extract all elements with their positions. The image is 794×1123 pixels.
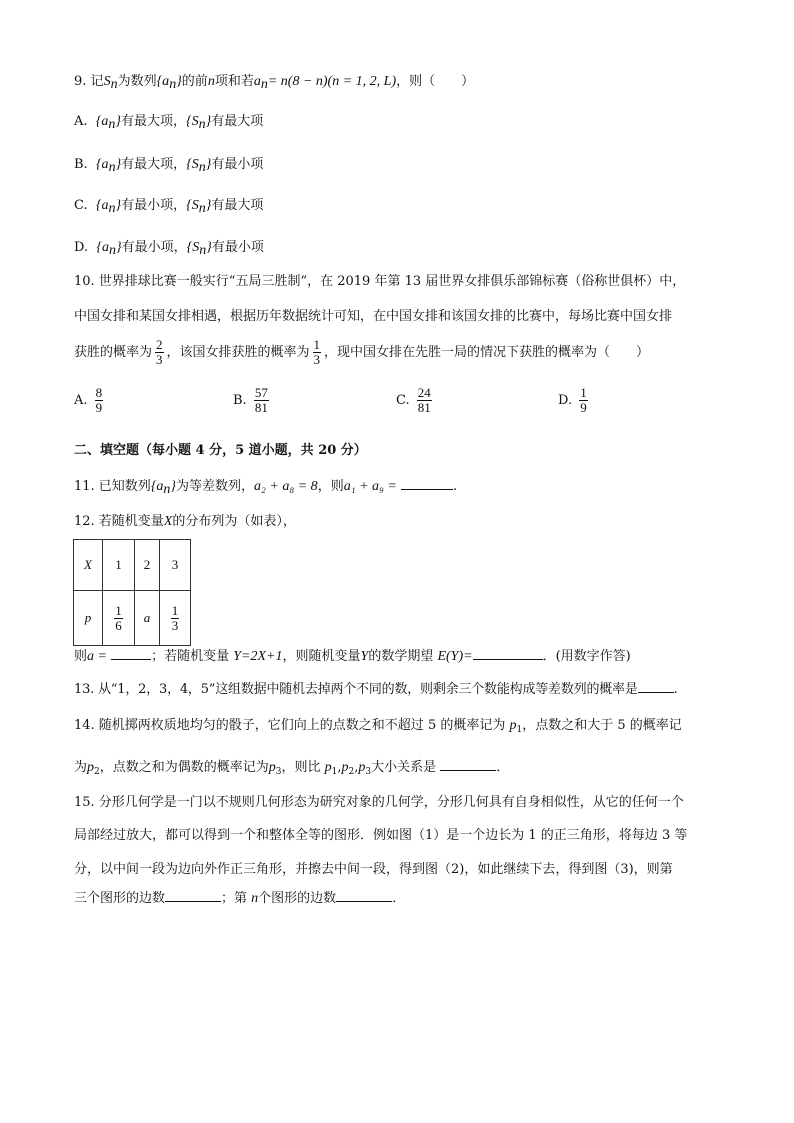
math-sub: n bbox=[199, 243, 207, 258]
math-brace: } bbox=[205, 157, 212, 172]
math-brace: } bbox=[115, 157, 122, 172]
q11-text: 为等差数列， bbox=[176, 479, 255, 494]
q9-text: ，则（ ） bbox=[396, 74, 475, 89]
fraction: $\frac{1}{9}$ bbox=[580, 385, 587, 415]
math-sub: n bbox=[198, 201, 206, 216]
q12-question bbox=[74, 647, 631, 667]
q9-text: 项和若 bbox=[214, 74, 254, 89]
math-expr: Y=2X+1 bbox=[233, 649, 283, 664]
q10-line2: 中国女排和某国女排相遇，根据历年数据统计可知，在中国女排和该国女排的比赛中，每场比赛中国女排 bbox=[74, 309, 673, 324]
q12-text: ，则随机变量 bbox=[282, 649, 361, 664]
math-brace: } bbox=[205, 198, 212, 213]
math-sub: 1 bbox=[516, 725, 523, 735]
answer-blank[interactable] bbox=[638, 680, 674, 693]
q14-text: 大小关系是 bbox=[371, 760, 437, 775]
q9-number: 9. bbox=[74, 74, 87, 89]
q12-stem bbox=[74, 512, 296, 532]
section-heading: 二、填空题（每小题 4 分，5 道小题，共 20 分） bbox=[74, 443, 367, 458]
q14-text: 为 bbox=[74, 760, 88, 775]
math-Y: Y bbox=[360, 649, 369, 664]
q10-option-d[interactable] bbox=[558, 386, 591, 415]
table-row bbox=[74, 591, 191, 646]
math-p: p bbox=[87, 760, 95, 775]
math-sub: 2 bbox=[348, 767, 355, 777]
q15-line1: 15. 分形几何学是一门以不规则几何形态为研究对象的几何学，分形几何具有自身相似性，从它的任何一个 bbox=[74, 795, 684, 810]
q15-text: 三个图形的边数 bbox=[74, 891, 166, 906]
q9-option-a[interactable]: A. $\{a_n\}$有最大项，$\{S_n\}$有最大项 bbox=[74, 114, 264, 132]
math-sub: n bbox=[108, 201, 116, 216]
table-cell: a bbox=[135, 591, 160, 646]
option-text: 有最大项， bbox=[121, 114, 187, 129]
answer-blank[interactable] bbox=[336, 889, 392, 902]
option-label: A. bbox=[74, 114, 88, 129]
fraction: $\frac{2}{3}$ bbox=[156, 337, 163, 367]
q11-stem bbox=[74, 477, 457, 500]
option-label: D. bbox=[558, 393, 573, 408]
math-S: S bbox=[191, 198, 199, 213]
q9-formula: = n(8 − n)(n = 1, 2, L) bbox=[267, 74, 397, 89]
option-text: 有最小项 bbox=[211, 240, 264, 255]
math-an: {a bbox=[96, 240, 109, 255]
math-p: p bbox=[268, 760, 276, 775]
table-cell: X bbox=[74, 540, 103, 591]
option-text: 有最小项， bbox=[121, 240, 187, 255]
math-brace: } bbox=[115, 198, 122, 213]
q14-text: 14. 随机掷两枚质地均匀的骰子，它们向上的点数之和不超过 5 的概率记为 bbox=[74, 718, 506, 733]
q15-line3: 分，以中间一段为边向外作正三角形，并擦去中间一段，得到图（2)，如此继续下去，得到图（3)，则第 bbox=[74, 862, 673, 877]
q15-text: ． bbox=[392, 891, 406, 906]
q12-text: 的数学期望 bbox=[368, 649, 434, 664]
math-p: p bbox=[358, 760, 366, 775]
option-text: 有最大项 bbox=[211, 198, 264, 213]
q13-stem bbox=[74, 680, 678, 700]
q11-text: ，则 bbox=[317, 479, 344, 494]
option-label: B. bbox=[233, 393, 247, 408]
math-sub: n bbox=[108, 117, 116, 132]
q9-text: 记 bbox=[90, 74, 104, 89]
math-p: p bbox=[509, 718, 517, 733]
option-label: C. bbox=[74, 198, 88, 213]
q10-option-a[interactable] bbox=[74, 386, 106, 415]
q10-line1: 10. 世界排球比赛一般实行“五局三胜制”，在 2019 年第 13 届世界女排俱乐部锦标赛（俗称世俱杯）中， bbox=[74, 274, 686, 289]
math-sub: n bbox=[198, 117, 206, 132]
q9-option-b[interactable]: B. $\{a_n\}$有最大项，$\{S_n\}$有最小项 bbox=[74, 157, 264, 175]
q12-text: 则 bbox=[74, 649, 88, 664]
math-sub: n bbox=[260, 77, 268, 92]
option-text: 有最大项 bbox=[211, 114, 264, 129]
q10-text: ，现中国女排在先胜一局的情况下获胜的概率为（ ） bbox=[324, 345, 650, 360]
fraction: $\frac{57}{81}$ bbox=[254, 385, 268, 415]
q10-line3 bbox=[74, 338, 649, 368]
math-a: a bbox=[253, 74, 261, 89]
math-an: {a bbox=[95, 157, 109, 172]
table-cell: 1 bbox=[103, 540, 135, 591]
q12-text: 12. 若随机变量 bbox=[74, 514, 164, 529]
math-a-eq: a = bbox=[87, 649, 107, 664]
table-cell: 2 bbox=[135, 540, 160, 591]
math-S: S bbox=[103, 74, 111, 89]
math-an: {a bbox=[156, 74, 170, 89]
option-text: 有最小项 bbox=[211, 157, 264, 172]
math-an: {a bbox=[95, 198, 109, 213]
math-S: S bbox=[192, 240, 200, 255]
q14-text: ，点数之和大于 5 的概率记 bbox=[522, 718, 682, 733]
answer-blank[interactable] bbox=[111, 647, 151, 660]
q13-text: . bbox=[673, 682, 678, 697]
option-label: A. bbox=[74, 393, 88, 408]
q11-equation: a₂ + a₈ = 8 bbox=[254, 479, 318, 494]
distribution-table bbox=[73, 539, 191, 646]
math-EY: E(Y)= bbox=[437, 649, 473, 664]
math-brace: } bbox=[115, 240, 122, 255]
math-X: X bbox=[163, 514, 173, 529]
q14-text: ，则比 bbox=[281, 760, 321, 775]
math-sub: n bbox=[163, 482, 171, 497]
q13-text: 13. 从“1，2，3，4，5”这组数据中随机去掉两个不同的数，则剩余三个数能构成等差数列的概率是 bbox=[74, 682, 638, 697]
q15-text: 个图形的边数 bbox=[258, 891, 337, 906]
table-row bbox=[74, 540, 191, 591]
math-sub: n bbox=[108, 243, 116, 258]
q11-text: 11. 已知数列 bbox=[74, 479, 151, 494]
math-sub: 3 bbox=[365, 767, 372, 777]
fraction: $\frac{24}{81}$ bbox=[417, 385, 431, 415]
math-S: S bbox=[191, 114, 199, 129]
math-brace: } bbox=[115, 114, 122, 129]
math-sub: 2 bbox=[94, 767, 100, 777]
q9-text: 的前 bbox=[181, 74, 208, 89]
math-brace: } bbox=[205, 114, 212, 129]
q15-text: ；第 bbox=[221, 891, 248, 906]
option-label: B. bbox=[74, 157, 88, 172]
option-text: 有最小项， bbox=[121, 198, 187, 213]
table-cell: 3 bbox=[160, 540, 191, 591]
q10-option-c[interactable] bbox=[396, 386, 435, 415]
math-brace: } bbox=[170, 479, 177, 494]
math-brace: } bbox=[206, 240, 212, 255]
math-S: S bbox=[191, 157, 199, 172]
q9-option-d[interactable]: D. $\{a_n\}$有最小项，$\{S_n\}$有最小项 bbox=[74, 240, 264, 258]
math-n: n bbox=[207, 74, 215, 89]
option-label: D. bbox=[74, 240, 89, 255]
math-sub: n bbox=[110, 77, 118, 92]
math-p: p bbox=[324, 760, 332, 775]
table-cell: $\frac{1}{3}$ bbox=[160, 591, 191, 646]
q14-line1 bbox=[74, 716, 682, 740]
q10-text: 获胜的概率为 bbox=[74, 345, 153, 360]
answer-blank[interactable] bbox=[165, 889, 221, 902]
math-an: {a bbox=[95, 114, 109, 129]
q9-option-c[interactable]: C. $\{a_n\}$有最小项，$\{S_n\}$有最大项 bbox=[74, 198, 264, 216]
q12-text: ；若随机变量 bbox=[151, 649, 230, 664]
math-sub: 3 bbox=[275, 767, 282, 777]
math-sub: n bbox=[169, 77, 177, 92]
answer-blank[interactable] bbox=[473, 647, 543, 660]
q10-option-b[interactable] bbox=[233, 386, 272, 415]
table-cell: $\frac{1}{6}$ bbox=[103, 591, 135, 646]
q9-text: 为数列 bbox=[117, 74, 157, 89]
math-an: {a bbox=[150, 479, 164, 494]
math-brace: } bbox=[176, 74, 182, 89]
fraction: $\frac{1}{3}$ bbox=[313, 337, 321, 367]
math-sub: n bbox=[198, 160, 206, 175]
math-n: n bbox=[251, 891, 259, 906]
q10-text: ，该国女排获胜的概率为 bbox=[166, 345, 310, 360]
math-sub: 1 bbox=[331, 767, 338, 777]
answer-blank[interactable] bbox=[440, 758, 496, 771]
q14-line2: 为$p_2$，点数之和为偶数的概率记为$p_3$，则比 $p_1,p_2,p_3$大小关系是 ． bbox=[74, 760, 510, 777]
q14-text: ． bbox=[496, 760, 510, 775]
answer-blank[interactable] bbox=[401, 477, 453, 490]
q12-text: ．(用数字作答) bbox=[542, 649, 631, 664]
q11-text: . bbox=[452, 479, 458, 494]
q14-text: ，点数之和为偶数的概率记为 bbox=[99, 760, 269, 775]
q15-line4 bbox=[74, 889, 405, 909]
option-text: 有最大项， bbox=[121, 157, 187, 172]
math-sub: n bbox=[108, 160, 116, 175]
q9-stem bbox=[74, 72, 474, 95]
option-label: C. bbox=[396, 393, 410, 408]
fraction: $\frac{8}{9}$ bbox=[95, 385, 103, 415]
table-cell: p bbox=[74, 591, 103, 646]
q12-text: 的分布列为（如表）， bbox=[172, 514, 296, 529]
math-p: p bbox=[341, 760, 349, 775]
q11-equation: a₁ + a₉ = bbox=[343, 479, 397, 494]
q15-line2: 局部经过放大，都可以得到一个和整体全等的图形．例如图（1）是一个边长为 1 的正三角形，将每边 3 等 bbox=[74, 828, 688, 843]
